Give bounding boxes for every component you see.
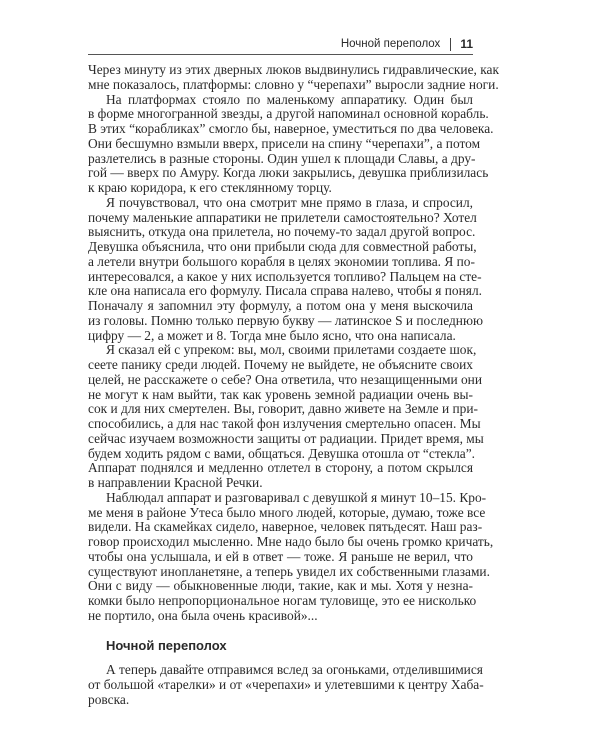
paragraph: [88, 194, 483, 344]
paragraph: [88, 489, 494, 624]
paragraph: [88, 662, 484, 707]
text-line: Через минуту из этих дверных люков выдвинулись гидравлические, как: [88, 62, 499, 77]
text-line: мне показалось, платформы: словно у “черепахи” выросли задние ноги.: [88, 76, 499, 92]
text-line: не могут к нам выйти, так как уровень земной радиации очень вы-: [88, 386, 473, 402]
text-line: способились, а для нас такой фон излучения смертельно опасен. Мы: [88, 416, 481, 431]
text-line: А теперь давайте отправимся вслед за огоньками, отделившимися: [106, 662, 483, 677]
text-line: сеете панику среди людей. Почему не выйдете, не объясните своих: [88, 357, 473, 372]
text-line: в направлении Красной Речки.: [88, 475, 263, 490]
text-line: видели. На скамейках сидело, наверное, человек пятьдесят. Наш раз-: [88, 519, 483, 535]
paragraph: [88, 342, 484, 491]
running-header: [88, 34, 473, 55]
paragraph: [88, 91, 494, 196]
text-line: от большой «тарелки» и от «черепахи» и улетевшими к центру Хаба-: [88, 676, 484, 692]
text-line: выяснить, откуда она прилетела, но почему-то задал другой вопрос.: [88, 224, 476, 240]
section-paragraph: [88, 662, 484, 707]
text-line: сейчас изучаем возможности защиты от радиации. Придет время, мы: [88, 430, 484, 446]
text-line: кле она написала его формулу. Писала справа налево, чтобы я понял.: [88, 283, 482, 299]
text-line: Они с виду — обыкновенные люди, такие, как и мы. Хотя у незна-: [88, 578, 473, 594]
text-line: целей, не расскажете о себе? Она ответила, что незащищенными они: [88, 371, 483, 387]
text-line: комки было непропорциональное ногам туловище, это ее нисколько: [88, 593, 477, 608]
text-line: Я сказал ей с упреком: вы, мол, своими прилетами создаете шок,: [106, 342, 477, 358]
text-line: На платформах стояло по маленькому аппаратику. Один был: [106, 91, 473, 107]
text-line: Я почувствовал, что она смотрит мне прямо в глаза, и спросил,: [106, 194, 473, 210]
running-title: Ночной переполох: [340, 38, 441, 50]
section-heading: Ночной переполох: [106, 638, 227, 653]
text-line: В этих “корабликах” смогло бы, наверное, уместиться по два человека.: [88, 121, 494, 136]
header-separator: [450, 38, 451, 51]
text-line: разлетелись в разные стороны. Один ушел к площади Славы, а дру-: [88, 150, 476, 166]
text-line: гой — вверх по Амуру. Когда люки закрылись, девушка приблизилась: [88, 165, 489, 181]
paragraph: [88, 62, 499, 93]
text-line: Поначалу я запомнил эту формулу, а потом она у меня выскочила: [88, 298, 473, 313]
text-line: к краю коридора, к его стеклянному торцу.: [88, 180, 332, 195]
text-line: говор происходил мысленно. Мне надо было бы очень громко кричать,: [88, 534, 494, 549]
page-number: 11: [460, 37, 473, 51]
text-line: из головы. Помню только первую букву — латинское S и последнюю: [88, 312, 483, 328]
text-line: Аппарат поднялся и медленно отлетел в сторону, а потом скрылся: [88, 460, 473, 476]
text-line: не портило, она была очень красивой»...: [88, 607, 318, 623]
text-line: Они бесшумно взмыли вверх, присели на спину “черепахи”, а потом: [88, 135, 481, 151]
body-text: [88, 62, 499, 624]
text-line: ме меня в районе Утеса было много людей, которые, думаю, тоже все: [88, 504, 486, 520]
text-line: а летели внутри большого корабля в целях экономии топлива. Я по-: [88, 253, 475, 269]
text-line: будем ходить рядом с вами, общаться. Девушка отошла от “стекла”.: [88, 445, 476, 461]
text-line: Наблюдал аппарат и разговаривал с девушкой я минут 10–15. Кро-: [106, 489, 487, 505]
text-line: ровска.: [88, 691, 130, 707]
text-line: почему маленькие аппаратики не прилетели самостоятельно? Хотел: [88, 209, 477, 225]
text-line: существуют инопланетяне, а теперь увидел их собственными глазами.: [88, 563, 490, 579]
text-line: сок и для них смертелен. Вы, говорит, давно живете на Земле и при-: [88, 401, 478, 417]
text-line: интересовался, а какое у них используется топливо? Пальцем на сте-: [88, 268, 482, 284]
text-line: чтобы она услышала, и ей в ответ — тоже. Я раньше не верил, что: [88, 548, 473, 564]
text-line: цифру — 2, а может и 8. Тогда мне было ясно, что она написала.: [88, 327, 456, 343]
text-line: Девушка объяснила, что они прибыли сюда для совместной работы,: [88, 239, 477, 254]
text-line: в форме многогранной звезды, а другой напоминал основной корабль.: [88, 106, 489, 122]
